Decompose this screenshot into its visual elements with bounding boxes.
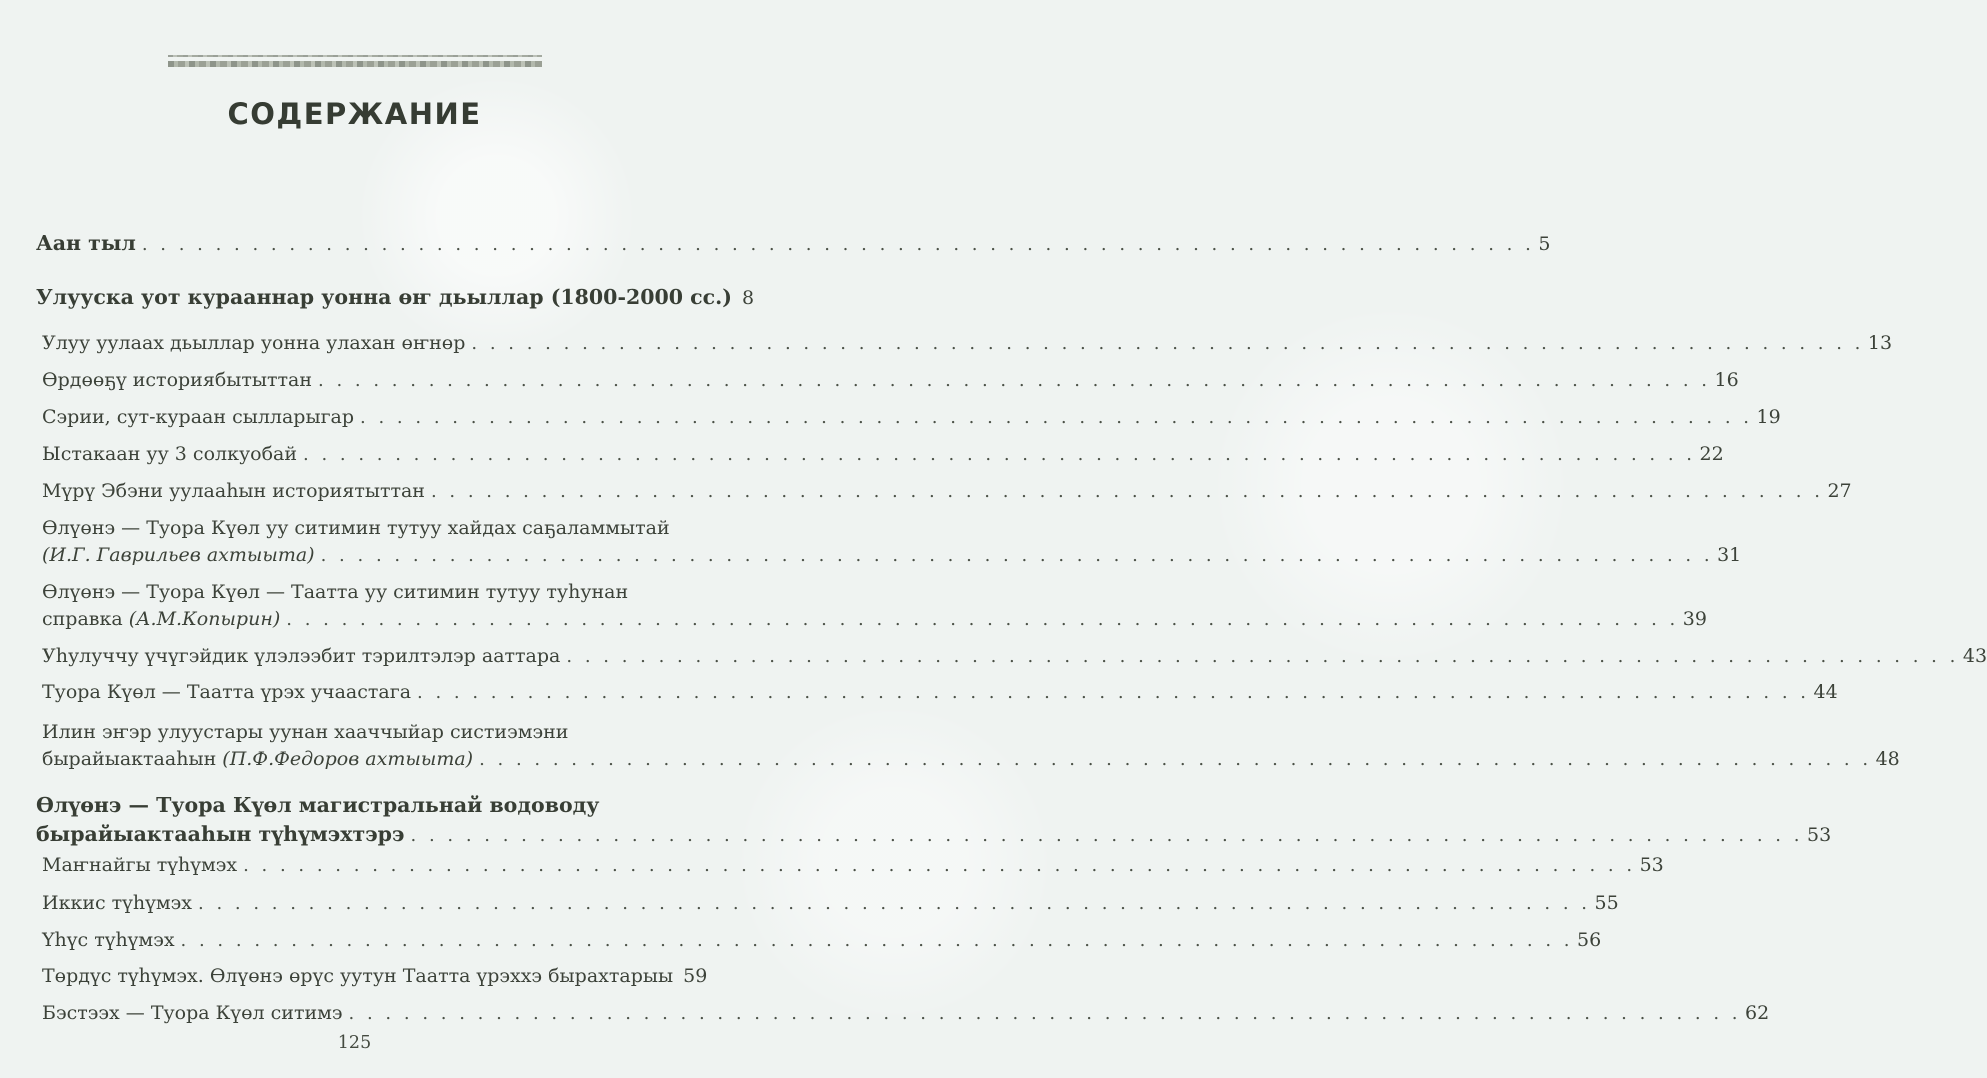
toc-entry: Улууска уот курааннар уонна өҥ дьыллар (1800-2000 сс.) 8 [36,283,673,313]
toc-entry: Иккис түһүмэх . . . 55 [36,890,673,917]
entry-first-line: Өлүөнэ — Туора Күөл магистральнай водоводу [36,793,600,817]
leader-dots [243,852,1635,879]
leader-dots [431,478,1823,505]
toc-entry: Улуу уулаах дьыллар уонна улахан өҥнөр . . . 13 [36,330,673,357]
page-number: 53 [1806,824,1832,846]
leader-dots [479,746,1871,773]
page-number: 31 [1717,544,1742,566]
toc-entry: Ыстакаан уу 3 солкуобай . . . 22 [36,441,673,468]
entry-italic-note: (П.Ф.Федоров ахтыыта) [222,748,474,770]
entry-first-line: Өлүөнэ — Туора Күөл уу ситимин тутуу хайдах саҕаламмытай [42,517,670,539]
folio-page-number: 125 [337,1033,372,1053]
toc-entry [36,515,1742,569]
leader-dots [411,821,1803,850]
page-number: 56 [1577,929,1602,951]
toc-entry: Төрдүс түһүмэх. Өлүөнэ өрүс уутун Таатта үрэххэ бырахтарыы 59 [36,963,673,990]
leader-dots [349,1000,1741,1027]
leader-dots [321,542,1713,569]
toc-entry: Туора Күөл — Таатта үрэх учаастага . . . 44 [36,679,673,706]
leader-dots [318,367,1710,394]
page-number: 59 [683,965,708,987]
toc-entry: Маҥнайгы түһүмэх . . . 53 [36,852,673,879]
toc-entry: Мүрү Эбэни уулааһын историятыттан . . . 27 [36,478,673,505]
page-number: 62 [1745,1002,1770,1024]
toc-list [36,0,1987,1078]
toc-entry: Өлүөнэ — Туора Күөл магистральнай водоводу бырайыактааһын түһүмэхтэрэ . . . 53 [36,791,673,850]
toc-entry: Бэстээх — Туора Күөл ситимэ . . . 62 [36,1000,673,1027]
page-number: 27 [1827,480,1852,502]
page-number: 43 [1962,645,1987,667]
toc-entry: Сэрии, сут-кураан сылларыгар . . . 19 [36,404,673,431]
page-number: 13 [1867,332,1893,354]
entry-first-line: Илин эҥэр улуустары уунан хааччыйар систиэмэни [42,721,569,743]
entry-first-line: Өлүөнэ — Туора Күөл — Таатта уу ситимин тутуу туһунан [42,581,629,603]
page-number: 5 [1538,233,1551,255]
leader-dots [198,890,1590,917]
page-number: 44 [1813,681,1838,703]
toc-entry: Аан тыл . . . 5 [36,229,673,259]
leader-dots [303,441,1695,468]
leader-dots [286,606,1678,633]
toc-entry: Өрдөөҕү историябытыттан . . . 16 [36,367,673,394]
toc-entry: Илин эҥэр улуустары уунан хааччыйар систиэмэни бырайыактааһын (П.Ф.Федоров ахтыыта) . . . 48 [36,719,673,773]
leader-dots [181,927,1573,954]
leader-dots [417,679,1809,706]
toc-entry: Уһулуччу үчүгэйдик үлэлээбит тэрилтэлэр ааттара . . . 43 [36,643,673,670]
page-number: 48 [1875,748,1900,770]
leader-dots [142,230,1534,259]
page-number: 19 [1756,406,1781,428]
entry-italic-note: (И.Г. Гаврильев ахтыыта) [42,544,315,566]
page-number: 22 [1699,443,1724,465]
leader-dots [471,330,1863,357]
page-number: 55 [1594,892,1619,914]
leader-dots [360,404,1752,431]
entry-italic-note: (А.М.Копырин) [128,608,281,630]
page-number: 8 [741,287,755,309]
leader-dots [566,643,1958,670]
page-number: 16 [1714,369,1739,391]
page-number: 39 [1682,608,1707,630]
page-number: 53 [1639,854,1664,876]
toc-entry: Үһүс түһүмэх . . . 56 [36,927,673,954]
page-title: СОДЕРЖАНИЕ [227,97,482,132]
toc-entry: Өлүөнэ — Туора Күөл — Таатта уу ситимин тутуу туһунан справка (А.М.Копырин) . . . 39 [36,579,673,633]
